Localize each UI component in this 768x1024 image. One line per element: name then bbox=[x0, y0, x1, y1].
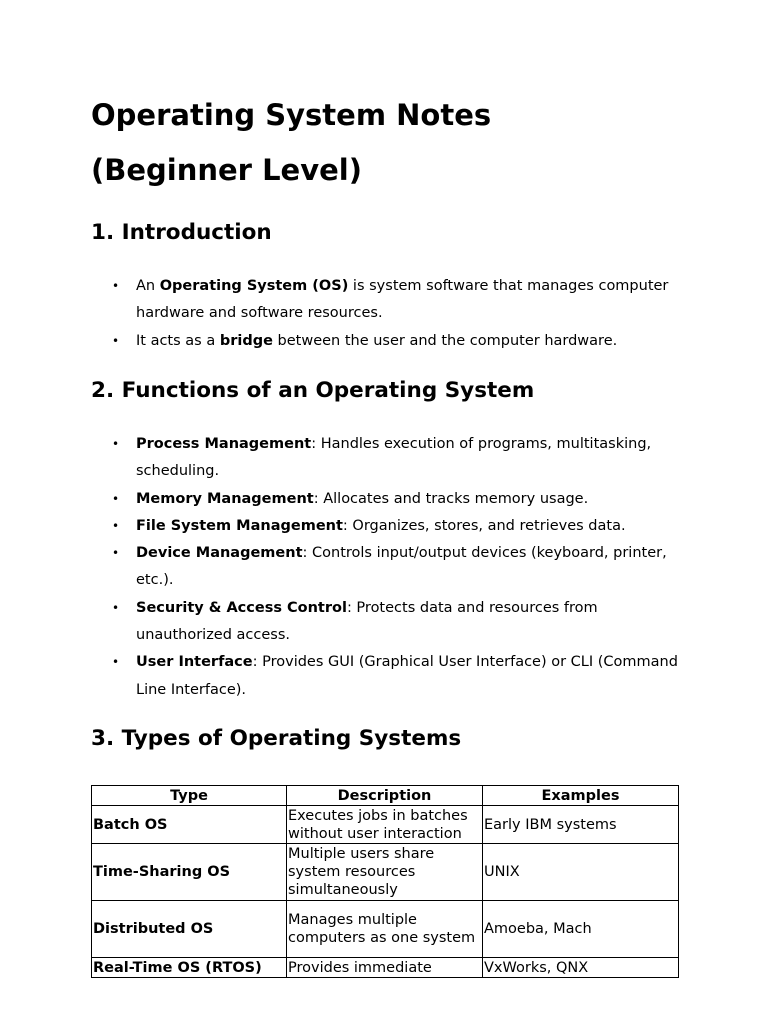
section-heading-types: 3. Types of Operating Systems bbox=[91, 726, 462, 751]
bullet-icon: • bbox=[112, 655, 120, 670]
type-cell: Time-Sharing OS bbox=[92, 844, 287, 901]
list-item: • Process Management: Handles execution of programs, multitasking, scheduling. bbox=[91, 431, 681, 486]
list-item: • Security & Access Control: Protects data and resources from unauthorized access. bbox=[91, 595, 681, 650]
bullet-icon: • bbox=[112, 546, 120, 561]
bullet-icon: • bbox=[112, 437, 120, 451]
bullet-icon: • bbox=[112, 491, 120, 506]
examples-cell: Amoeba, Mach bbox=[483, 901, 679, 958]
type-cell: Real-Time OS (RTOS) bbox=[92, 958, 287, 978]
bullet-icon: • bbox=[112, 600, 120, 615]
examples-cell: VxWorks, QNX bbox=[483, 958, 679, 978]
table-row bbox=[92, 806, 679, 844]
introduction-list bbox=[91, 273, 681, 355]
table-row bbox=[92, 901, 679, 958]
description-cell: Manages multiple computers as one system bbox=[287, 901, 483, 958]
examples-cell: UNIX bbox=[483, 844, 679, 901]
list-item: • User Interface: Provides GUI (Graphical User Interface) or CLI (Command Line Interface). bbox=[91, 649, 681, 704]
table-header-row bbox=[92, 786, 679, 806]
bullet-icon: • bbox=[112, 518, 120, 533]
functions-list bbox=[91, 431, 681, 704]
section-heading-introduction: 1. Introduction bbox=[91, 220, 272, 245]
list-item: • Memory Management: Allocates and tracks memory usage. bbox=[91, 486, 681, 513]
list-item: • An Operating System (OS) is system software that manages computer hardware and software resources. bbox=[91, 273, 681, 328]
type-cell: Batch OS bbox=[92, 806, 287, 844]
os-types-table bbox=[91, 785, 679, 978]
page-title: Operating System Notes (Beginner Level) bbox=[91, 98, 492, 187]
description-cell: Multiple users share system resources simultaneously bbox=[287, 844, 483, 901]
examples-cell: Early IBM systems bbox=[483, 806, 679, 844]
list-item: • File System Management: Organizes, stores, and retrieves data. bbox=[91, 513, 681, 540]
column-header-description: Description bbox=[287, 786, 483, 806]
type-cell: Distributed OS bbox=[92, 901, 287, 958]
list-item: • It acts as a bridge between the user and the computer hardware. bbox=[91, 328, 681, 355]
bullet-icon: • bbox=[112, 333, 120, 348]
table-row bbox=[92, 844, 679, 901]
description-cell: Provides immediate bbox=[287, 958, 483, 978]
section-heading-functions: 2. Functions of an Operating System bbox=[91, 378, 535, 403]
column-header-type: Type bbox=[92, 786, 287, 806]
description-cell: Executes jobs in batches without user interaction bbox=[287, 806, 483, 844]
bullet-icon: • bbox=[112, 279, 120, 293]
list-item: • Device Management: Controls input/output devices (keyboard, printer, etc.). bbox=[91, 540, 681, 595]
table-row bbox=[92, 958, 679, 978]
column-header-examples: Examples bbox=[483, 786, 679, 806]
